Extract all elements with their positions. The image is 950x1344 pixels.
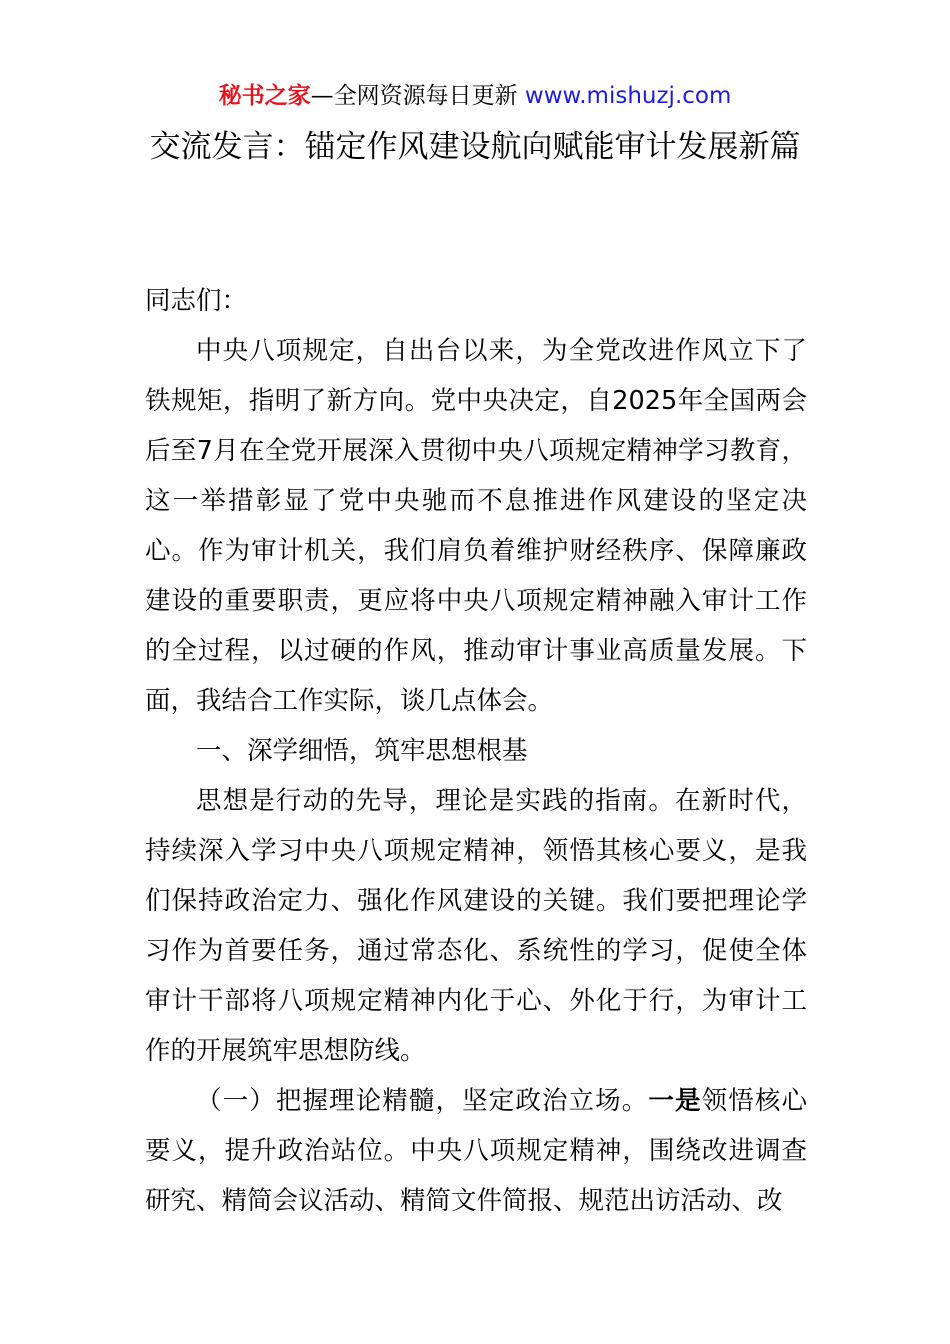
subsection-text: 领悟核心要义，提升政治站位。中央八项规定精神，围绕改进调查研究、精简会议活动、精简文件简报、规范出访活动、改: [145, 1086, 807, 1216]
paragraph-section-1: 思想是行动的先导，理论是实践的指南。在新时代，持续深入学习中央八项规定精神，领悟其核心要义，是我们保持政治定力、强化作风建设的关键。我们要把理论学习作为首要任务，通过常态化、系统性的学习，促使全体审计干部将八项规定精神内化于心、外化于行，为审计工作的开展筑牢思想防线。: [145, 786, 807, 1066]
paragraph-intro: 中央八项规定，自出台以来，为全党改进作风立下了铁规矩，指明了新方向。党中央决定，自2025年全国两会后至7月在全党开展深入贯彻中央八项规定精神学习教育，这一举措彰显了党中央驰而不息推进作风建设的坚定决心。作为审计机关，我们肩负着维护财经秩序、保障廉政建设的重要职责，更应将中央八项规定精神融入审计工作的全过程，以过硬的作风，推动审计事业高质量发展。下面，我结合工作实际，谈几点体会。: [145, 336, 807, 716]
site-header: [0, 80, 950, 112]
salutation: 同志们：: [145, 286, 248, 316]
section-heading-1: 一、深学细悟，筑牢思想根基: [196, 736, 528, 766]
site-url-link[interactable]: www.mishuzj.com: [524, 83, 732, 109]
emphasis-first: 一是: [648, 1086, 702, 1116]
header-tagline: —全网资源每日更新: [310, 83, 525, 109]
brand-name: 秘书之家: [218, 83, 311, 109]
paragraph-subsection-1: [145, 1076, 807, 1226]
subsection-heading: （一）把握理论精髓，坚定政治立场。: [196, 1086, 649, 1116]
document-title: 交流发言：锚定作风建设航向赋能审计发展新篇: [149, 129, 801, 165]
document-body: [145, 276, 807, 1226]
